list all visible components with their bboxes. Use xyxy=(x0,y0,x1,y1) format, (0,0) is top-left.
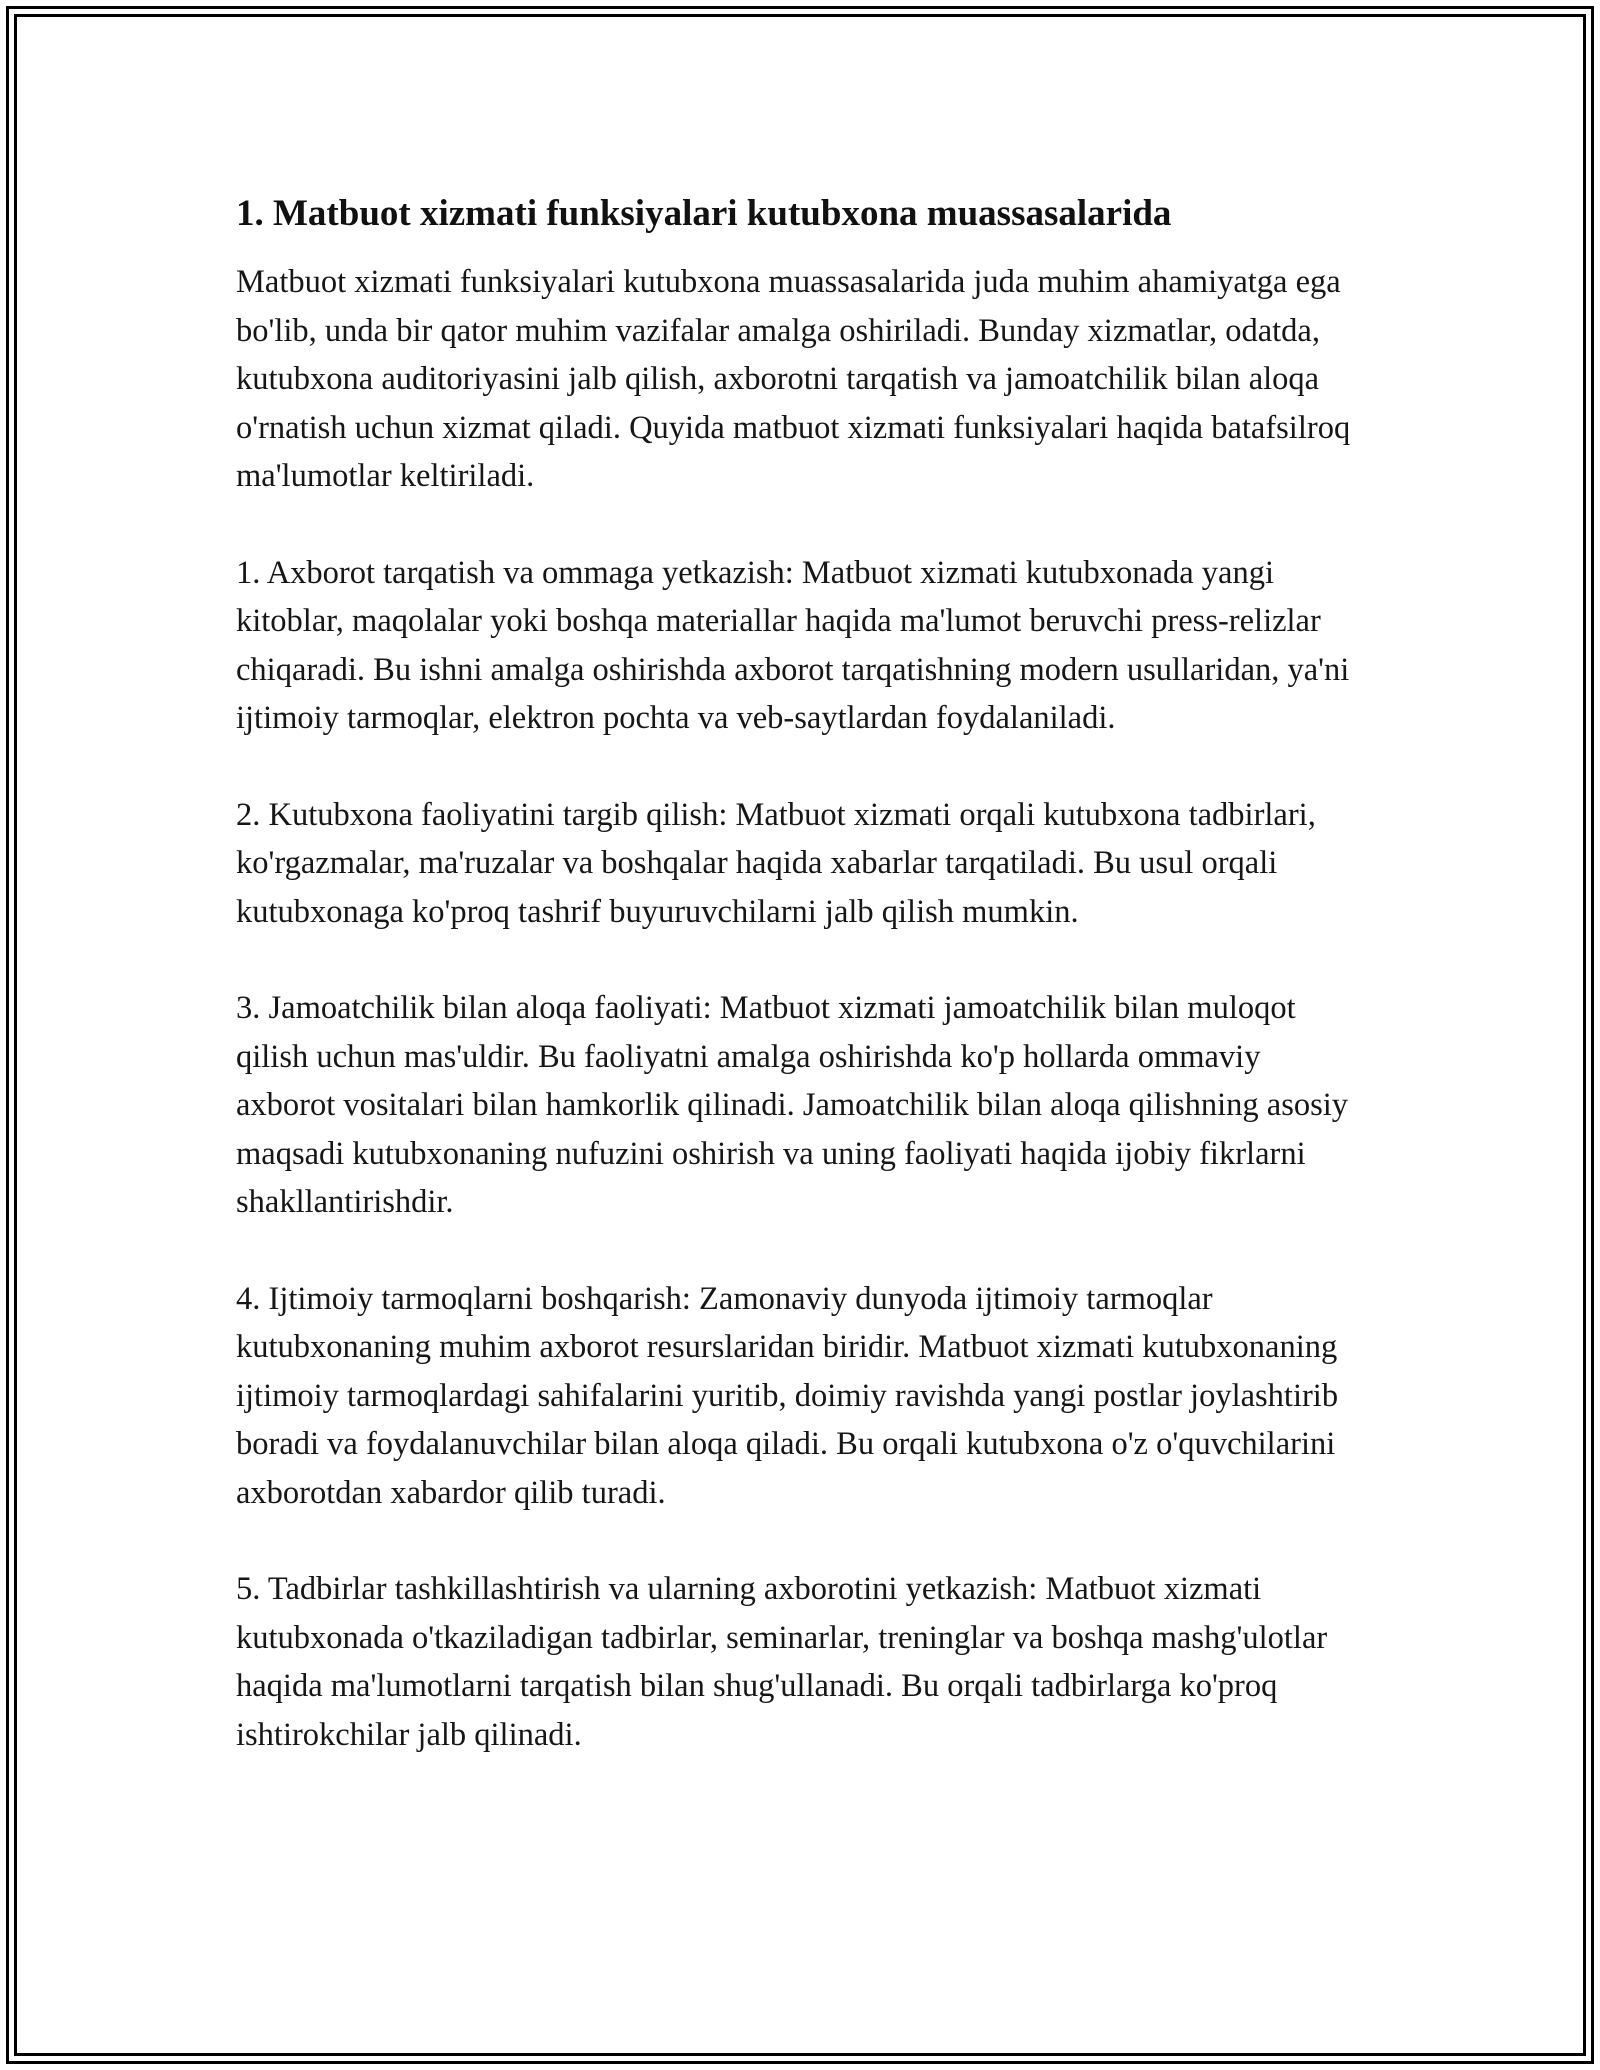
list-item-4-paragraph: 4. Ijtimoiy tarmoqlarni boshqarish: Zamonaviy dunyoda ijtimoiy tarmoqlar kutubxonaning muhim axborot resurslaridan biridir. Matbuot xizmati kutubxonaning ijtimoiy tarmoqlardagi sahifalarini yuritib, doimiy ravishda yangi postlar joylashtirib boradi va foydalanuvchilar bilan aloqa qiladi. Bu orqali kutubxona o'z o'quvchilarini axborotdan xabardor qilib turadi. xyxy=(236,1280,1339,1511)
section-heading: 1. Matbuot xizmati funksiyalari kutubxona muassasalarida xyxy=(236,193,1172,234)
list-item-2-paragraph: 2. Kutubxona faoliyatini targib qilish: Matbuot xizmati orqali kutubxona tadbirlari, ko'rgazmalar, ma'ruzalar va boshqalar haqida xabarlar tarqatiladi. Bu usul orqali kutubxonaga ko'proq tashrif buyuruvchilarni jalb qilish mumkin. xyxy=(236,796,1316,930)
list-item-1-paragraph: 1. Axborot tarqatish va ommaga yetkazish: Matbuot xizmati kutubxonada yangi kitoblar, maqolalar yoki boshqa materiallar haqida ma'lumot beruvchi press-relizlar chiqaradi. Bu ishni amalga oshirishda axborot tarqatishning modern usullaridan, ya'ni ijtimoiy tarmoqlar, elektron pochta va veb-saytlardan foydalaniladi. xyxy=(236,554,1350,736)
list-item-5-paragraph: 5. Tadbirlar tashkillashtirish va ularning axborotini yetkazish: Matbuot xizmati kutubxonada o'tkaziladigan tadbirlar, seminarlar, treninglar va boshqa mashg'ulotlar haqida ma'lumotlarni tarqatish bilan shug'ullanadi. Bu orqali tadbirlarga ko'proq ishtirokchilar jalb qilinadi. xyxy=(236,1571,1328,1753)
list-item-3-paragraph: 3. Jamoatchilik bilan aloqa faoliyati: Matbuot xizmati jamoatchilik bilan muloqot qilish uchun mas'uldir. Bu faoliyatni amalga oshirishda ko'p hollarda ommaviy axborot vositalari bilan hamkorlik qilinadi. Jamoatchilik bilan aloqa qilishning asosiy maqsadi kutubxonaning nufuzini oshirish va uning faoliyati haqida ijobiy fikrlarni shakllantirishdir. xyxy=(236,990,1349,1220)
document-body xyxy=(236,190,1366,1807)
intro-paragraph: Matbuot xizmati funksiyalari kutubxona muassasalarida juda muhim ahamiyatga ega bo'lib, unda bir qator muhim vazifalar amalga oshiriladi. Bunday xizmatlar, odatda, kutubxona auditoriyasini jalb qilish, axborotni tarqatish va jamoatchilik bilan aloqa o'rnatish uchun xizmat qiladi. Quyida matbuot xizmati funksiyalari haqida batafsilroq ma'lumotlar keltiriladi. xyxy=(236,264,1351,494)
